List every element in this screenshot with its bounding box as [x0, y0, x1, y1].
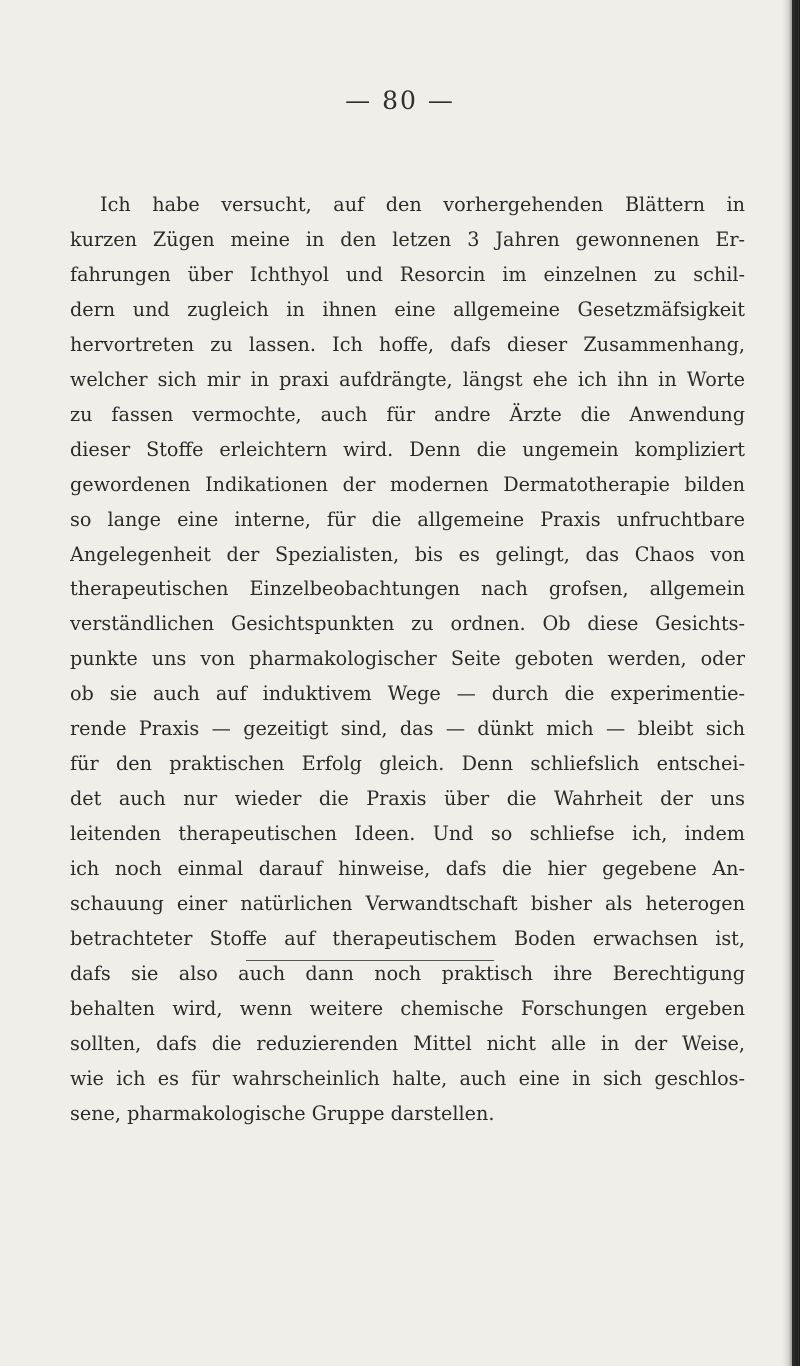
- text-line: sene, pharmakologische Gruppe darstellen.: [70, 1101, 495, 1125]
- text-line: gewordenen Indikationen der modernen Dermatotherapie bilden: [70, 472, 745, 496]
- text-line: betrachteter Stoffe auf therapeutischem Boden erwachsen ist,: [70, 927, 745, 951]
- text-line: fahrungen über Ichthyol und Resorcin im einzelnen zu schil-: [70, 262, 745, 286]
- text-line: dern und zugleich in ihnen eine allgemeine Gesetzmäfsigkeit: [70, 297, 745, 321]
- text-line: behalten wird, wenn weitere chemische Forschungen ergeben: [70, 996, 745, 1020]
- text-line: sollten, dafs die reduzierenden Mittel nicht alle in der Weise,: [70, 1031, 745, 1055]
- text-line: dafs sie also auch dann noch praktisch ihre Berechtigung: [70, 961, 745, 985]
- text-line: so lange eine interne, für die allgemeine Praxis unfruchtbare: [70, 507, 745, 531]
- section-divider: [246, 960, 494, 961]
- text-line: det auch nur wieder die Praxis über die Wahrheit der uns: [70, 787, 745, 811]
- text-line: hervortreten zu lassen. Ich hoffe, dafs dieser Zusammenhang,: [70, 332, 745, 356]
- text-line: verständlichen Gesichtspunkten zu ordnen. Ob diese Gesichts-: [70, 612, 745, 636]
- text-line: leitenden therapeutischen Ideen. Und so schliefse ich, indem: [70, 822, 745, 846]
- text-line: Ich habe versucht, auf den vorhergehenden Blättern in: [100, 193, 745, 216]
- text-line: schauung einer natürlichen Verwandtschaft bisher als heterogen: [70, 892, 745, 916]
- text-line: ich noch einmal darauf hinweise, dafs die hier gegebene An-: [70, 857, 745, 881]
- text-line: zu fassen vermochte, auch für andre Ärzte die Anwendung: [70, 402, 745, 426]
- text-line: ob sie auch auf induktivem Wege — durch die experimentie-: [70, 682, 745, 706]
- text-line: Angelegenheit der Spezialisten, bis es gelingt, das Chaos von: [70, 542, 745, 566]
- text-line: rende Praxis — gezeitigt sind, das — dünkt mich — bleibt sich: [70, 717, 745, 741]
- text-line: welcher sich mir in praxi aufdrängte, längst ehe ich ihn in Worte: [70, 367, 745, 391]
- text-line: für den praktischen Erfolg gleich. Denn schliefslich entschei-: [70, 752, 745, 776]
- page-number: — 80 —: [345, 86, 455, 115]
- body-paragraph: [70, 188, 745, 1132]
- text-line: dieser Stoffe erleichtern wird. Denn die ungemein kompliziert: [70, 437, 745, 461]
- text-line: kurzen Zügen meine in den letzen 3 Jahren gewonnenen Er-: [70, 227, 745, 251]
- text-line: wie ich es für wahrscheinlich halte, auch eine in sich geschlos-: [70, 1066, 745, 1090]
- text-line: punkte uns von pharmakologischer Seite geboten werden, oder: [70, 647, 745, 671]
- text-line: therapeutischen Einzelbeobachtungen nach grofsen, allgemein: [70, 577, 745, 601]
- page-edge-strip: [792, 0, 798, 1366]
